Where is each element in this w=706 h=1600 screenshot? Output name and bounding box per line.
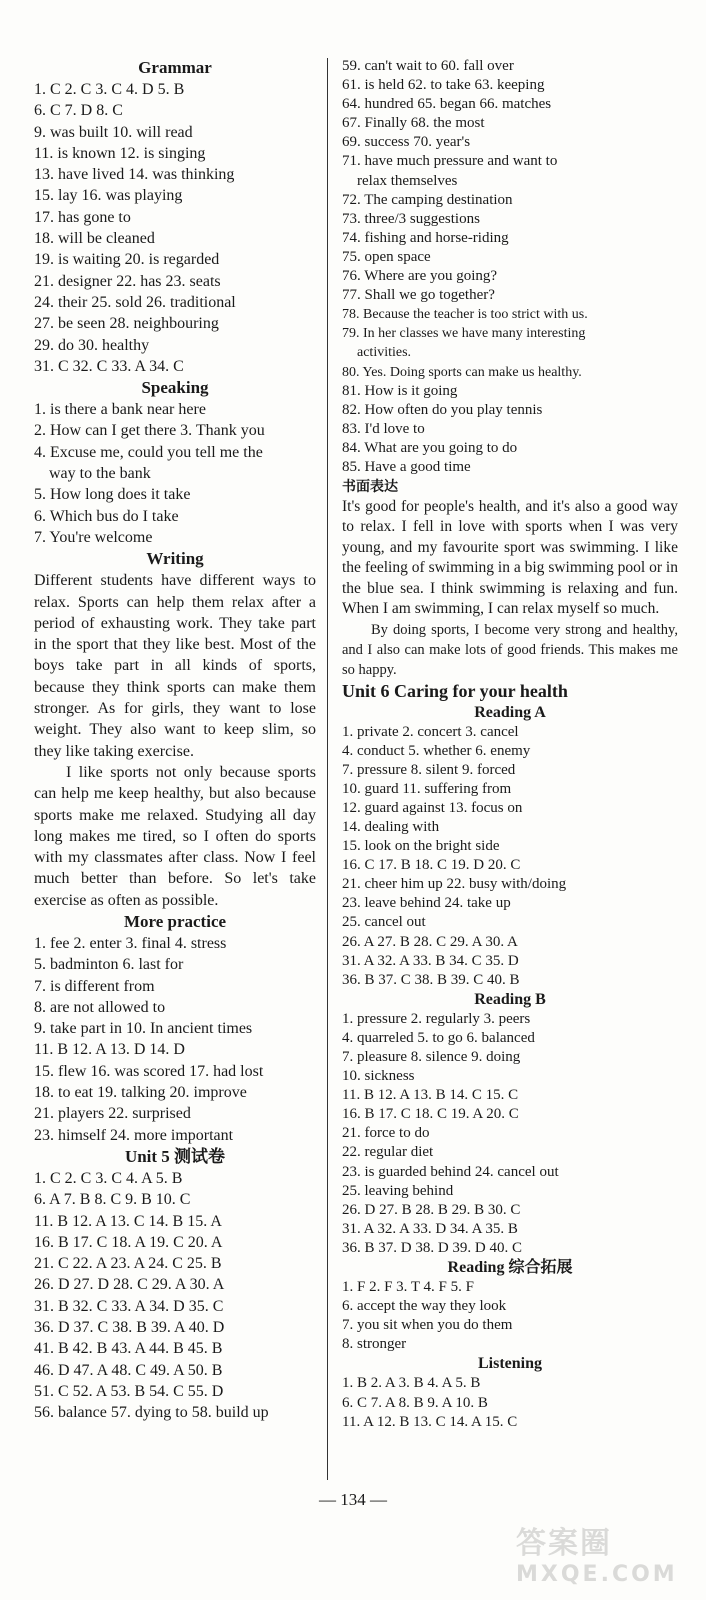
column-divider — [327, 58, 328, 1480]
answer-line: 9. was built 10. will read — [34, 123, 193, 141]
answer-line: 31. B 32. C 33. A 34. D 35. C — [34, 1297, 224, 1315]
answer-line: 36. B 37. D 38. D 39. D 40. C — [342, 1239, 523, 1256]
answer-line: 14. dealing with — [342, 818, 440, 835]
answer-line: 21. designer 22. has 23. seats — [34, 272, 221, 290]
answer-line: 5. How long does it take — [34, 486, 191, 504]
answer-line: 1. B 2. A 3. B 4. A 5. B — [342, 1375, 481, 1392]
reading-b-answers — [342, 1010, 678, 1258]
answer-line: 17. has gone to — [34, 208, 131, 226]
left-column — [34, 57, 316, 1424]
answer-line: 6. A 7. B 8. C 9. B 10. C — [34, 1191, 191, 1209]
unit5-test-heading: Unit 5 测试卷 — [124, 1146, 226, 1166]
answer-line: relax themselves — [357, 172, 458, 189]
unit6-title: Unit 6 Caring for your health — [342, 680, 568, 701]
answer-line: 27. be seen 28. neighbouring — [34, 315, 219, 333]
answer-line: 59. can't wait to 60. fall over — [342, 58, 514, 74]
answer-line: 6. C 7. D 8. C — [34, 102, 123, 120]
answer-line: 5. badminton 6. last for — [34, 956, 184, 974]
answer-line: 84. What are you going to do — [342, 439, 518, 456]
reading-a-heading: Reading A — [474, 703, 546, 721]
writing-heading: Writing — [146, 549, 204, 569]
answer-line: 26. A 27. B 28. C 29. A 30. A — [342, 933, 518, 950]
reading-a-answers — [342, 723, 678, 990]
answer-line: 8. stronger — [342, 1336, 407, 1353]
answer-line: 7. pressure 8. silent 9. forced — [342, 761, 516, 778]
reading-extension-heading: Reading 综合拓展 — [447, 1259, 573, 1277]
answer-line: 1. is there a bank near here — [34, 401, 206, 419]
answer-line: 11. A 12. B 13. C 14. A 15. C — [342, 1413, 518, 1430]
answer-line: 25. cancel out — [342, 914, 426, 931]
answer-line: 80. Yes. Doing sports can make us healthy. — [342, 364, 582, 380]
answer-line: 4. conduct 5. whether 6. enemy — [342, 742, 531, 759]
answer-line: 11. B 12. A 13. D 14. D — [34, 1041, 185, 1059]
answer-line: 31. C 32. C 33. A 34. C — [34, 357, 184, 375]
answer-line: 75. open space — [342, 248, 431, 265]
answer-line: 29. do 30. healthy — [34, 336, 150, 354]
answer-line: 11. is known 12. is singing — [34, 144, 206, 162]
grammar-heading: Grammar — [138, 58, 212, 77]
reading-b-heading: Reading B — [474, 990, 546, 1008]
answer-line: 6. C 7. A 8. B 9. A 10. B — [342, 1394, 488, 1411]
answer-line: 1. C 2. C 3. C 4. D 5. B — [34, 81, 185, 98]
answer-line: 22. regular diet — [342, 1144, 434, 1161]
answer-line: 16. B 17. C 18. C 19. A 20. C — [342, 1106, 519, 1123]
answer-line: 23. leave behind 24. take up — [342, 895, 511, 912]
right-column — [342, 57, 678, 1432]
answer-line: 15. lay 16. was playing — [34, 187, 183, 205]
answer-line: 36. B 37. C 38. B 39. C 40. B — [342, 971, 520, 988]
answer-line: 73. three/3 suggestions — [342, 210, 480, 227]
answer-line: 10. guard 11. suffering from — [342, 780, 512, 797]
answer-line: 21. players 22. surprised — [34, 1105, 191, 1123]
answer-line: 21. cheer him up 22. busy with/doing — [342, 876, 567, 893]
answer-line: 83. I'd love to — [342, 420, 425, 437]
page-number: — 134 — — [319, 1490, 387, 1509]
answer-line: 41. B 42. B 43. A 44. B 45. B — [34, 1340, 223, 1358]
answer-line: 6. accept the way they look — [342, 1298, 507, 1315]
speaking-heading: Speaking — [141, 378, 209, 398]
answer-line: 2. How can I get there 3. Thank you — [34, 422, 265, 440]
answer-line: 4. Excuse me, could you tell me the — [34, 443, 263, 461]
writing-paragraph: Different students have different ways to relax. Sports can help them relax after a period of exhausting work. They take part in the sport that they like best. Most of the boys take part in all kinds of sports, because they think sports can make them stronger. As for girls, they want to lose weight. They also want to keep slim, so they like taking exercise. — [34, 572, 316, 760]
answer-line: 18. will be cleaned — [34, 230, 155, 248]
essay-paragraph: By doing sports, I become very strong and healthy, and I also can make lots of good friends. This makes me so happy. — [342, 621, 678, 678]
answer-line: 19. is waiting 20. is regarded — [34, 251, 220, 269]
answer-line: 1. private 2. concert 3. cancel — [342, 723, 519, 740]
answer-line: 13. have lived 14. was thinking — [34, 166, 235, 184]
answer-line: activities. — [357, 345, 412, 361]
answer-line: 15. flew 16. was scored 17. had lost — [34, 1062, 264, 1080]
answer-line: 1. F 2. F 3. T 4. F 5. F — [342, 1279, 474, 1296]
answer-line: 69. success 70. year's — [342, 134, 471, 151]
answer-line: 25. leaving behind — [342, 1182, 454, 1199]
answer-line: 61. is held 62. to take 63. keeping — [342, 77, 545, 94]
answer-line: 79. In her classes we have many interesting — [342, 326, 586, 342]
unit5-test-continued — [342, 57, 678, 477]
answer-line: 1. pressure 2. regularly 3. peers — [342, 1010, 531, 1027]
answer-line: 36. D 37. C 38. B 39. A 40. D — [34, 1319, 225, 1337]
answer-line: 24. their 25. sold 26. traditional — [34, 293, 236, 311]
more-practice-heading: More practice — [123, 911, 227, 931]
answer-line: 12. guard against 13. focus on — [342, 799, 523, 816]
answer-line: 74. fishing and horse-riding — [342, 229, 509, 246]
watermark-url: MXQE.COM — [516, 1562, 678, 1587]
answer-line: 16. C 17. B 18. C 19. D 20. C — [342, 857, 521, 874]
reading-extension-answers — [342, 1278, 678, 1354]
answer-line: 18. to eat 19. talking 20. improve — [34, 1084, 247, 1102]
answer-line: 15. look on the bright side — [342, 838, 500, 855]
answer-line: 71. have much pressure and want to — [342, 153, 558, 170]
answer-line: 26. D 27. D 28. C 29. A 30. A — [34, 1276, 225, 1294]
answer-line: 6. Which bus do I take — [34, 507, 179, 525]
answer-line: 31. A 32. A 33. D 34. A 35. B — [342, 1220, 518, 1237]
watermark-text: 答案圈 — [516, 1526, 612, 1561]
answer-line: 46. D 47. A 48. C 49. A 50. B — [34, 1361, 223, 1379]
answer-line: 9. take part in 10. In ancient times — [34, 1020, 253, 1038]
answer-line: 11. B 12. A 13. B 14. C 15. C — [342, 1087, 519, 1104]
answer-line: 7. you sit when you do them — [342, 1317, 513, 1334]
answer-line: 7. pleasure 8. silence 9. doing — [342, 1049, 521, 1065]
grammar-answers — [34, 79, 316, 377]
answer-line: 67. Finally 68. the most — [342, 115, 485, 132]
listening-answers — [342, 1374, 678, 1431]
answer-line: 85. Have a good time — [342, 458, 471, 475]
writing-paragraph: I like sports not only because sports can help me keep healthy, but also because sports make me relaxed. Studying all day long makes me tired, so I often do sports with my classmates after class. Now I feel much better than before. So let's take exercise as often as possible. — [34, 763, 316, 909]
answer-line: 1. fee 2. enter 3. final 4. stress — [34, 934, 227, 952]
speaking-answers — [34, 399, 316, 548]
answer-line: 23. is guarded behind 24. cancel out — [342, 1163, 559, 1180]
answer-line: way to the bank — [49, 465, 151, 483]
unit5-test-answers — [34, 1168, 316, 1424]
answer-line: 56. balance 57. dying to 58. build up — [34, 1404, 269, 1422]
answer-line: 23. himself 24. more important — [34, 1126, 234, 1144]
answer-line: 11. B 12. A 13. C 14. B 15. A — [34, 1212, 222, 1230]
answer-line: 51. C 52. A 53. B 54. C 55. D — [34, 1382, 224, 1400]
answer-line: 78. Because the teacher is too strict with us. — [342, 307, 588, 323]
more-practice-answers — [34, 933, 316, 1146]
answer-line: 16. B 17. C 18. A 19. C 20. A — [34, 1233, 223, 1251]
essay-paragraph: It's good for people's health, and it's also a good way to relax. I fell in love with sports when I was very young, and my favourite sport was swimming. I like the feeling of swimming in a big swimming pool or in the blue sea. I think swimming is relaxing and fun. When I am swimming, I can relax myself so much. — [342, 498, 678, 618]
answer-line: 72. The camping destination — [342, 191, 513, 208]
answer-line: 64. hundred 65. began 66. matches — [342, 96, 552, 113]
answer-line: 82. How often do you play tennis — [342, 401, 543, 418]
answer-line: 10. sickness — [342, 1068, 415, 1085]
answer-line: 76. Where are you going? — [342, 268, 498, 285]
answer-line: 1. C 2. C 3. C 4. A 5. B — [34, 1169, 183, 1187]
answer-line: 8. are not allowed to — [34, 998, 166, 1016]
answer-line: 4. quarreled 5. to go 6. balanced — [342, 1029, 535, 1046]
answer-line: 21. force to do — [342, 1125, 430, 1142]
watermark-logo — [516, 1518, 692, 1594]
answer-line: 7. You're welcome — [34, 528, 153, 546]
written-expression-heading: 书面表达 — [342, 479, 398, 496]
answer-line: 7. is different from — [34, 977, 155, 995]
answer-line: 31. A 32. A 33. B 34. C 35. D — [342, 952, 519, 969]
answer-line: 77. Shall we go together? — [342, 287, 495, 304]
listening-heading: Listening — [477, 1355, 542, 1373]
answer-line: 26. D 27. B 28. B 29. B 30. C — [342, 1201, 521, 1218]
answer-line: 81. How is it going — [342, 382, 458, 399]
answer-line: 21. C 22. A 23. A 24. C 25. B — [34, 1255, 222, 1273]
